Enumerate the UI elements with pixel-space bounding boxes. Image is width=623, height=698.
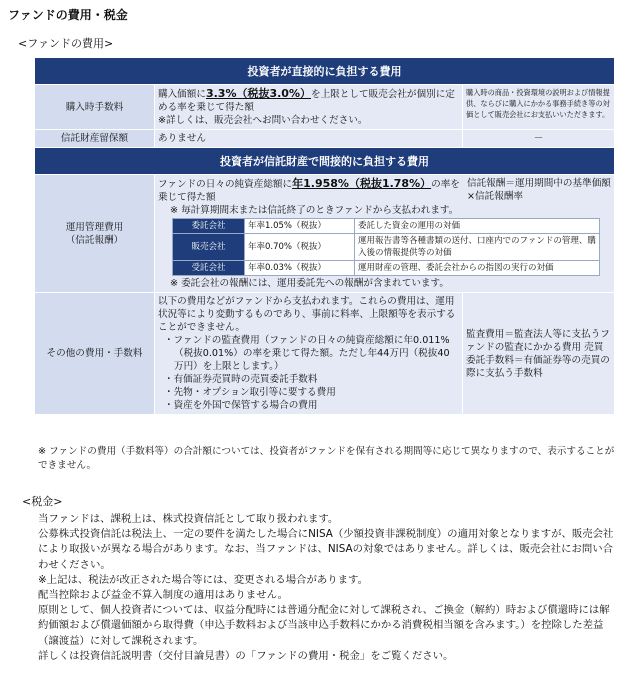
management-fee-subnote: ※ 委託会社の報酬には、運用委託先への報酬が含まれています。	[170, 278, 449, 289]
table-row	[173, 261, 600, 276]
fee-breakdown-table	[172, 218, 600, 276]
breakdown-description: 運用財産の管理、委託会社からの指図の実行の対価	[355, 261, 600, 276]
list-item: ・先物・オプション取引等に要する費用	[164, 387, 336, 398]
list-item: ・資産を外国で保管する場合の費用	[164, 400, 318, 411]
tax-line: 当ファンドは、課税上は、株式投資信託として取り扱われます。	[38, 513, 339, 525]
breakdown-rate: 年率1.05%（税抜）	[245, 219, 355, 234]
management-fee-formula: 信託報酬＝運用期間中の基準価額×信託報酬率	[467, 178, 611, 202]
other-fees-label: その他の費用・手数料	[35, 293, 155, 415]
management-fee-post: の率を乗じて得た額	[158, 179, 460, 203]
tax-line: ※上記は、税法が改正された場合等には、変更される場合があります。	[38, 573, 368, 586]
management-fee-rate: 年1.958%（税抜1.78%）	[292, 177, 432, 190]
breakdown-rate: 年率0.70%（税抜）	[245, 234, 355, 261]
reserve-value: ありません	[155, 130, 463, 148]
purchase-fee-rate: 3.3%（税抜3.0%）	[205, 87, 311, 100]
purchase-fee-description: 購入時の商品・投資環境の説明および情報提供、ならびに購入にかかる事務手続き等の対価として販売会社にお支払いいただきます。	[463, 85, 615, 130]
list-item: ・有価証券売買時の売買委託手数料	[164, 374, 318, 385]
management-fee-detail	[155, 175, 615, 293]
tax-heading: <税金>	[22, 495, 63, 508]
direct-cost-header: 投資者が直接的に負担する費用	[35, 58, 615, 85]
management-fee-label-main: 運用管理費用	[65, 221, 124, 233]
fees-table	[34, 57, 615, 415]
purchase-fee-detail	[155, 85, 463, 130]
list-item: ・ファンドの監査費用（ファンドの日々の純資産総額に年0.011%（税抜0.01%）の率を乗じて得た額。ただし年44万円（税抜40万円）を上限とします。）	[164, 335, 450, 372]
purchase-fee-post: を上限として販売会社が個別に定める率を乗じて得た額	[158, 89, 455, 113]
purchase-fee-note: ※詳しくは、販売会社へお問い合わせください。	[158, 115, 368, 126]
tax-line: 詳しくは投資信託説明書（交付目論見書）の「ファンドの費用・税金」をご覧ください。	[38, 649, 454, 662]
indirect-cost-header: 投資者が信託財産で間接的に負担する費用	[35, 148, 615, 175]
total-fee-note: ※ ファンドの費用（手数料等）の合計額については、投資者がファンドを保有される期間等に応じて異なりますので、表示することができません。	[38, 446, 615, 471]
breakdown-party: 委託会社	[173, 219, 245, 234]
management-fee-label-sub: （信託報酬）	[65, 234, 124, 246]
management-fee-timing: ※ 毎計算期間末または信託終了のときファンドから支払われます。	[170, 205, 459, 216]
tax-line: 配当控除および益金不算入制度の適用はありません。	[38, 589, 288, 602]
other-fees-detail	[155, 293, 463, 415]
breakdown-rate: 年率0.03%（税抜）	[245, 261, 355, 276]
breakdown-description: 運用報告書等各種書類の送付、口座内でのファンドの管理、購入後の情報提供等の対価	[355, 234, 600, 261]
other-fees-list	[158, 334, 459, 412]
tax-line: 原則として、個人投資者については、収益分配時には普通分配金に対して課税され、ご換金（解約）時および償還時には解約価額および償還価額から取得費（申込手数料および当該申込手数料にかかる消費税相当額を含みます。）を控除した差益（譲渡益）に対して課税されます。	[38, 604, 610, 647]
table-row	[173, 219, 600, 234]
purchase-fee-label: 購入時手数料	[35, 85, 155, 130]
tax-line: 公募株式投資信託は税法上、一定の要件を満たした場合にNISA（少額投資非課税制度）の適用対象となりますが、販売会社により取扱いが異なる場合があります。なお、当ファンドは、NISAの対象ではありません。詳しくは、販売会社にお問い合わせください。	[38, 528, 614, 571]
fees-heading: <ファンドの費用>	[18, 37, 114, 50]
other-fees-description: 監査費用＝監査法人等に支払うファンドの監査にかかる費用 売買委託手数料＝有価証券等の売買の際に支払う手数料	[463, 293, 615, 415]
breakdown-party: 受託会社	[173, 261, 245, 276]
purchase-fee-pre: 購入価額に	[158, 89, 206, 100]
tax-section	[38, 512, 616, 664]
management-fee-label	[35, 175, 155, 293]
table-row	[173, 234, 600, 261]
management-fee-pre: ファンドの日々の純資産総額に	[158, 179, 293, 190]
page-title: ファンドの費用・税金	[8, 8, 128, 22]
other-fees-intro: 以下の費用などがファンドから支払われます。これらの費用は、運用状況等により変動するものであり、事前に料率、上限額等を表示することができません。	[158, 296, 456, 333]
reserve-description: －	[463, 130, 615, 148]
breakdown-party: 販売会社	[173, 234, 245, 261]
breakdown-description: 委託した資金の運用の対価	[355, 219, 600, 234]
reserve-label: 信託財産留保額	[35, 130, 155, 148]
